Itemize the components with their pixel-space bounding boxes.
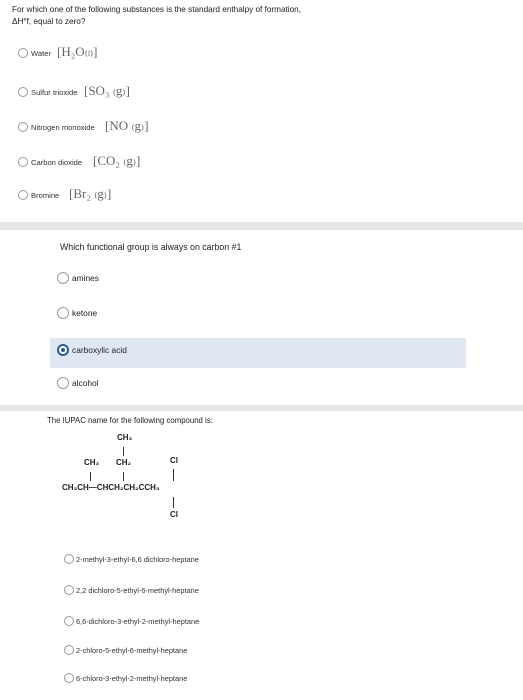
q1-option-formula: [SO₃ ₍g₎] bbox=[84, 83, 130, 98]
q2-radio-amines[interactable] bbox=[57, 272, 69, 284]
structure-bottom-cl: Cl bbox=[170, 510, 178, 519]
q3-radio-2[interactable] bbox=[64, 585, 74, 595]
question-1-line-2: ΔH°f, equal to zero? bbox=[12, 17, 86, 26]
question-2-text: Which functional group is always on carbon #1 bbox=[60, 242, 242, 252]
question-panel-1 bbox=[0, 0, 523, 222]
q1-radio-bromine[interactable] bbox=[18, 190, 28, 200]
structure-top-ch3: CH₃ bbox=[117, 433, 133, 442]
bond bbox=[123, 472, 124, 481]
question-panel-3 bbox=[0, 411, 523, 700]
q1-radio-sulfur-trioxide[interactable] bbox=[18, 87, 28, 97]
q2-option-label: alcohol bbox=[72, 378, 99, 388]
structure-mid-ch2: CH₂ bbox=[116, 458, 132, 467]
structure-top-cl: Cl bbox=[170, 456, 178, 465]
structure-main-chain: CH₃CH—CHCH₂CH₂CCH₃ bbox=[62, 483, 160, 492]
separator bbox=[0, 222, 523, 230]
q2-radio-alcohol[interactable] bbox=[57, 377, 69, 389]
q2-radio-carboxylic-acid[interactable] bbox=[57, 344, 69, 356]
q1-option-formula: [Br₂ ₍g₎] bbox=[69, 186, 112, 201]
q2-radio-ketone[interactable] bbox=[57, 307, 69, 319]
q1-option-label: Bromine bbox=[31, 191, 60, 200]
q3-option-label: 6-chloro-3-ethyl-2-methyl-heptane bbox=[76, 674, 188, 683]
q1-option-formula: [NO ₍g₎] bbox=[105, 118, 149, 133]
q1-radio-carbon-dioxide[interactable] bbox=[18, 157, 28, 167]
bond bbox=[173, 497, 174, 508]
bond bbox=[90, 472, 91, 481]
q1-radio-water[interactable] bbox=[18, 48, 28, 58]
q3-option-label: 6,6-dichloro-3-ethyl-2-methyl-heptane bbox=[76, 617, 200, 626]
q3-option-label: 2-methyl-3-ethyl-6,6 dichloro-heptane bbox=[76, 555, 199, 564]
q2-option-label: amines bbox=[72, 273, 99, 283]
q3-radio-3[interactable] bbox=[64, 616, 74, 626]
q1-option-formula: [H₂O₍ₗ₎] bbox=[57, 44, 98, 59]
q3-radio-1[interactable] bbox=[64, 554, 74, 564]
question-1-line-1: For which one of the following substances is the standard enthalpy of formation, bbox=[12, 5, 302, 14]
q1-option-label: Sulfur trioxide bbox=[31, 88, 78, 97]
question-panel-2 bbox=[0, 230, 523, 405]
q2-option-label: ketone bbox=[72, 308, 98, 318]
q1-option-label: Nitrogen monoxide bbox=[31, 123, 95, 132]
structure-mid-ch3: CH₃ bbox=[84, 458, 100, 467]
q1-option-formula: [CO₂ ₍g₎] bbox=[93, 153, 141, 168]
q1-option-label: Water bbox=[31, 49, 51, 58]
q1-option-label: Carbon dioxide bbox=[31, 158, 83, 167]
q3-option-label: 2,2 dichloro-5-ethyl-6-methyl-heptane bbox=[76, 586, 199, 595]
q3-option-label: 2-chloro-5-ethyl-6-methyl-heptane bbox=[76, 646, 188, 655]
question-3-text: The IUPAC name for the following compound is: bbox=[47, 416, 213, 425]
q1-radio-nitrogen-monoxide[interactable] bbox=[18, 122, 28, 132]
bond bbox=[123, 447, 124, 456]
q2-option-label: carboxylic acid bbox=[72, 345, 127, 355]
q3-radio-5[interactable] bbox=[64, 673, 74, 683]
q3-radio-4[interactable] bbox=[64, 645, 74, 655]
bond bbox=[173, 469, 174, 481]
